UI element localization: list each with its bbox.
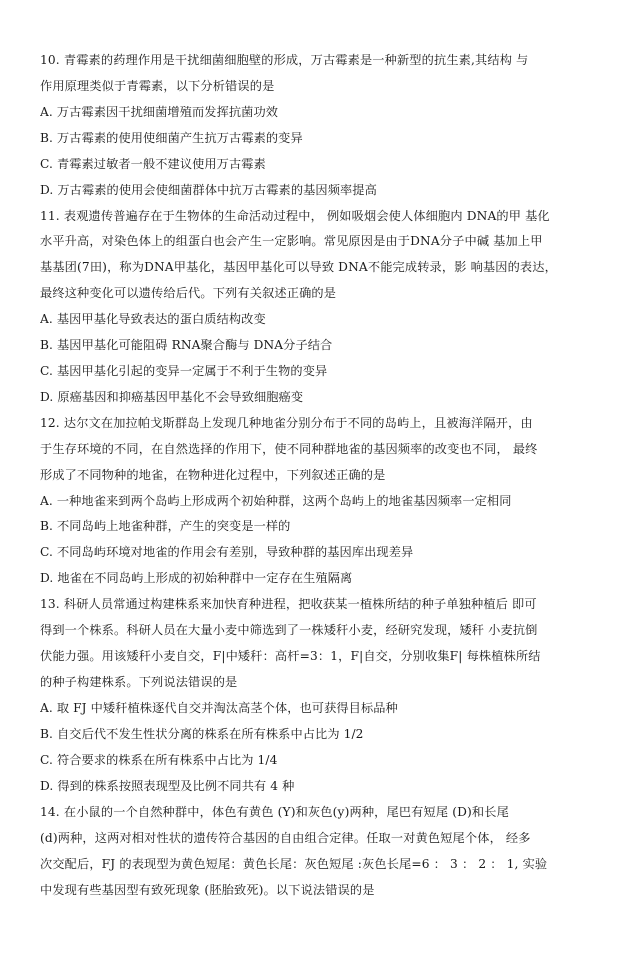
q13-option-c: C. 符合要求的株系在所有株系中占比为 1/4 (40, 753, 278, 767)
q11-stem-line-3: 基基团(7田)，称为DNA甲基化，基因甲基化可以导致 DNA不能完成转录，影 响基因的表达， (40, 260, 557, 274)
q11-option-a: A. 基因甲基化导致表达的蛋白质结构改变 (40, 312, 266, 326)
q12-stem-line-2: 于生存环境的不同，在自然选择的作用下，使不同种群地雀的基因频率的改变也不同， 最终 (40, 442, 538, 456)
q14-stem-line-2: (d)两种，这两对相对性状的遗传符合基因的自由组合定律。任取一对黄色短尾个体， 经多 (40, 831, 531, 845)
q13-stem-line-2: 得到一个株系。科研人员在大量小麦中筛选到了一株矮秆小麦，经研究发现，矮秆 小麦抗倒 (40, 623, 538, 637)
q10-stem-line-1: 10. 青霉素的药理作用是干扰细菌细胞壁的形成，万古霉素是一种新型的抗生素,其结构 与 (40, 53, 529, 67)
q12-stem-line-3: 形成了不同物种的地雀，在物种进化过程中，下列叙述正确的是 (40, 468, 386, 482)
q10-option-a: A. 万古霉素因干扰细菌增殖而发挥抗菌功效 (40, 105, 279, 119)
q10-option-c: C. 青霉素过敏者一般不建议使用万古霉素 (40, 157, 266, 171)
q11-option-b: B. 基因甲基化可能阻碍 RNA聚合酶与 DNA分子结合 (40, 338, 333, 352)
q11-option-d: D. 原癌基因和抑癌基因甲基化不会导致细胞癌变 (40, 390, 304, 404)
q10-option-b: B. 万古霉素的使用使细菌产生抗万古霉素的变异 (40, 131, 303, 145)
q13-stem-line-3: 伏能力强。用该矮秆小麦自交，F|中矮秆：高杆=3：1，F|自交，分别收集F| 每株植株所结 (40, 649, 541, 663)
q13-option-a: A. 取 FJ 中矮秆植株逐代自交并淘汰高茎个体，也可获得目标品种 (40, 701, 398, 715)
q13-option-b: B. 自交后代不发生性状分离的株系在所有株系中占比为 1/2 (40, 727, 364, 741)
q14-stem-line-3: 次交配后，FJ 的表现型为黄色短尾：黄色长尾：灰色短尾 :灰色长尾=6 ： 3 ： 2 ： 1, 实验 (40, 857, 548, 871)
q14-stem-line-1: 14. 在小鼠的一个自然种群中，体色有黄色 (Y)和灰色(y)两种，尾巴有短尾 (D)和长尾 (40, 805, 509, 819)
q14-stem-line-4: 中发现有些基因型有致死现象 (胚胎致死)。以下说法错误的是 (40, 883, 375, 897)
q10-stem-line-2: 作用原理类似于青霉素，以下分析错误的是 (40, 79, 275, 93)
q11-stem-line-1: 11. 表观遗传普遍存在于生物体的生命活动过程中， 例如吸烟会使人体细胞内 DNA的甲 基化 (40, 209, 550, 223)
q13-stem-line-1: 13. 科研人员常通过构建株系来加快育种进程，把收获某一植株所结的种子单独种植后 即可 (40, 597, 537, 611)
q13-stem-line-4: 的种子构建株系。下列说法错误的是 (40, 675, 238, 689)
q13-option-d: D. 得到的株系按照表现型及比例不同共有 4 种 (40, 779, 295, 793)
q11-stem-line-2: 水平升高，对染色体上的组蛋白也会产生一定影响。常见原因是由于DNA分子中碱 基加上甲 (40, 234, 543, 248)
q12-option-c: C. 不同岛屿环境对地雀的作用会有差别，导致种群的基因库出现差异 (40, 545, 414, 559)
q11-stem-line-4: 最终这种变化可以遗传给后代。下列有关叙述正确的是 (40, 286, 337, 300)
q11-option-c: C. 基因甲基化引起的变异一定属于不利于生物的变异 (40, 364, 328, 378)
q12-option-a: A. 一种地雀来到两个岛屿上形成两个初始种群，这两个岛屿上的地雀基因频率一定相同 (40, 494, 512, 508)
q12-option-b: B. 不同岛屿上地雀种群，产生的突变是一样的 (40, 519, 291, 533)
q12-stem-line-1: 12. 达尔文在加拉帕戈斯群岛上发现几种地雀分别分布于不同的岛屿上，且被海洋隔开，由 (40, 416, 533, 430)
q12-option-d: D. 地雀在不同岛屿上形成的初始种群中一定存在生殖隔离 (40, 571, 353, 585)
q10-option-d: D. 万古霉素的使用会使细菌群体中抗万古霉素的基因频率提高 (40, 183, 377, 197)
